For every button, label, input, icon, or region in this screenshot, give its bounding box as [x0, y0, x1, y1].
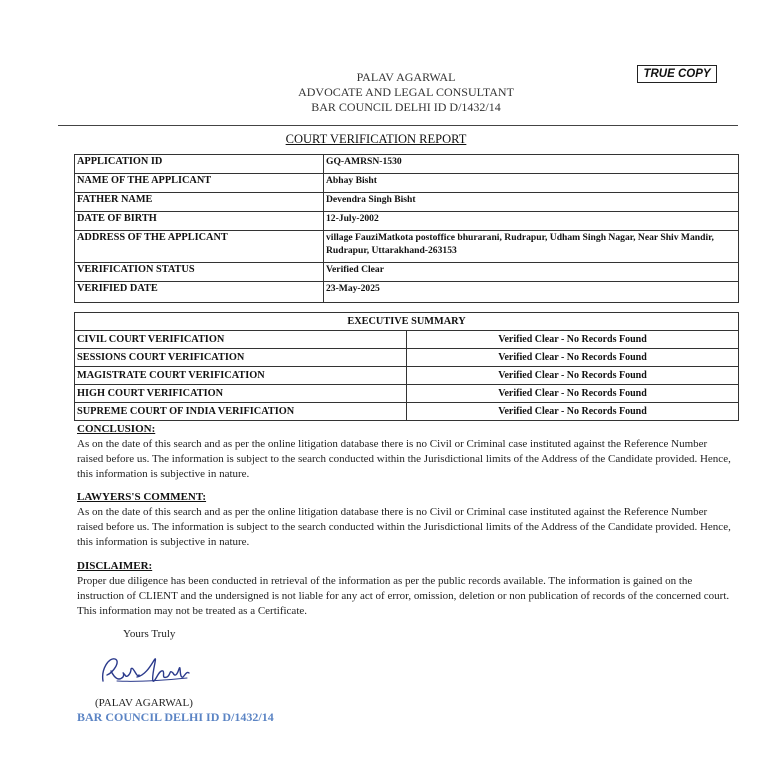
- court-label: MAGISTRATE COURT VERIFICATION: [75, 367, 407, 385]
- court-label: SESSIONS COURT VERIFICATION: [75, 349, 407, 367]
- table-row: [75, 174, 739, 193]
- court-result: Verified Clear - No Records Found: [407, 367, 739, 385]
- table-row: [75, 263, 739, 282]
- detail-value: GQ-AMRSN-1530: [324, 155, 739, 174]
- disclaimer-title: DISCLAIMER:: [77, 560, 153, 572]
- conclusion-text: As on the date of this search and as per the online litigation database there is no Civil or Criminal case instituted against the Reference Number raised before us. The information is subject to the search conducted within the Jurisdictional limits of the Address of the Candidate provided. Hence, this information is subjective in nature.: [77, 438, 731, 480]
- advocate-designation: ADVOCATE AND LEGAL CONSULTANT: [298, 85, 514, 99]
- detail-value: 23-May-2025: [324, 282, 739, 303]
- closing-bar-id: BAR COUNCIL DELHI ID D/1432/14: [77, 710, 274, 724]
- court-result: Verified Clear - No Records Found: [407, 403, 739, 421]
- lawyers-comment-section: [77, 490, 732, 550]
- lawyers-comment-title: LAWYERS'S COMMENT:: [77, 491, 207, 503]
- applicant-details-table: [74, 154, 739, 303]
- table-row: [75, 331, 739, 349]
- table-row: [75, 313, 739, 331]
- detail-label: VERIFIED DATE: [75, 282, 324, 303]
- signature-image: [97, 651, 197, 691]
- detail-label: FATHER NAME: [75, 193, 324, 212]
- detail-value: Devendra Singh Bisht: [324, 193, 739, 212]
- court-result: Verified Clear - No Records Found: [407, 385, 739, 403]
- table-row: [75, 349, 739, 367]
- detail-label: VERIFICATION STATUS: [75, 263, 324, 282]
- table-row: [75, 367, 739, 385]
- header-divider: [58, 125, 738, 126]
- detail-value: 12-July-2002: [324, 212, 739, 231]
- detail-value: Abhay Bisht: [324, 174, 739, 193]
- disclaimer-section: [77, 559, 732, 619]
- executive-summary-heading: EXECUTIVE SUMMARY: [75, 313, 739, 331]
- table-row: [75, 193, 739, 212]
- table-row: [75, 282, 739, 303]
- report-title: COURT VERIFICATION REPORT: [285, 132, 467, 146]
- advocate-bar-id: BAR COUNCIL DELHI ID D/1432/14: [311, 100, 501, 114]
- conclusion-section: [77, 422, 732, 482]
- executive-summary-table: [74, 312, 739, 421]
- court-label: HIGH COURT VERIFICATION: [75, 385, 407, 403]
- detail-label: NAME OF THE APPLICANT: [75, 174, 324, 193]
- detail-label: APPLICATION ID: [75, 155, 324, 174]
- table-row: [75, 385, 739, 403]
- table-row: [75, 155, 739, 174]
- table-row: [75, 403, 739, 421]
- lawyers-comment-text: As on the date of this search and as per the online litigation database there is no Civil or Criminal case instituted against the Reference Number raised before us. The information is subject to the search conducted within the Jurisdictional limits of the Address of the Candidate provided. Hence, this information is subjective in nature.: [77, 506, 731, 548]
- detail-value: village FauziMatkota postoffice bhurarani, Rudrapur, Udham Singh Nagar, Near Shiv Mandir, Rudrapur, Uttarakhand-263153: [324, 231, 739, 263]
- court-label: SUPREME COURT OF INDIA VERIFICATION: [75, 403, 407, 421]
- detail-label: DATE OF BIRTH: [75, 212, 324, 231]
- closing-name: (PALAV AGARWAL): [95, 697, 193, 709]
- closing-salutation: Yours Truly: [123, 628, 176, 640]
- table-row: [75, 212, 739, 231]
- conclusion-title: CONCLUSION:: [77, 423, 156, 435]
- court-result: Verified Clear - No Records Found: [407, 349, 739, 367]
- court-label: CIVIL COURT VERIFICATION: [75, 331, 407, 349]
- advocate-name: PALAV AGARWAL: [356, 70, 456, 84]
- detail-label: ADDRESS OF THE APPLICANT: [75, 231, 324, 263]
- detail-value: Verified Clear: [324, 263, 739, 282]
- true-copy-stamp: TRUE COPY: [637, 65, 717, 83]
- disclaimer-text: Proper due diligence has been conducted in retrieval of the information as per the public records available. The information is gained on the instruction of CLIENT and the undersigned is not liable for any act of error, omission, deletion or non publication of records of the concerned court. This information may not be treated as a Certificate.: [77, 575, 730, 617]
- court-result: Verified Clear - No Records Found: [407, 331, 739, 349]
- table-row: [75, 231, 739, 263]
